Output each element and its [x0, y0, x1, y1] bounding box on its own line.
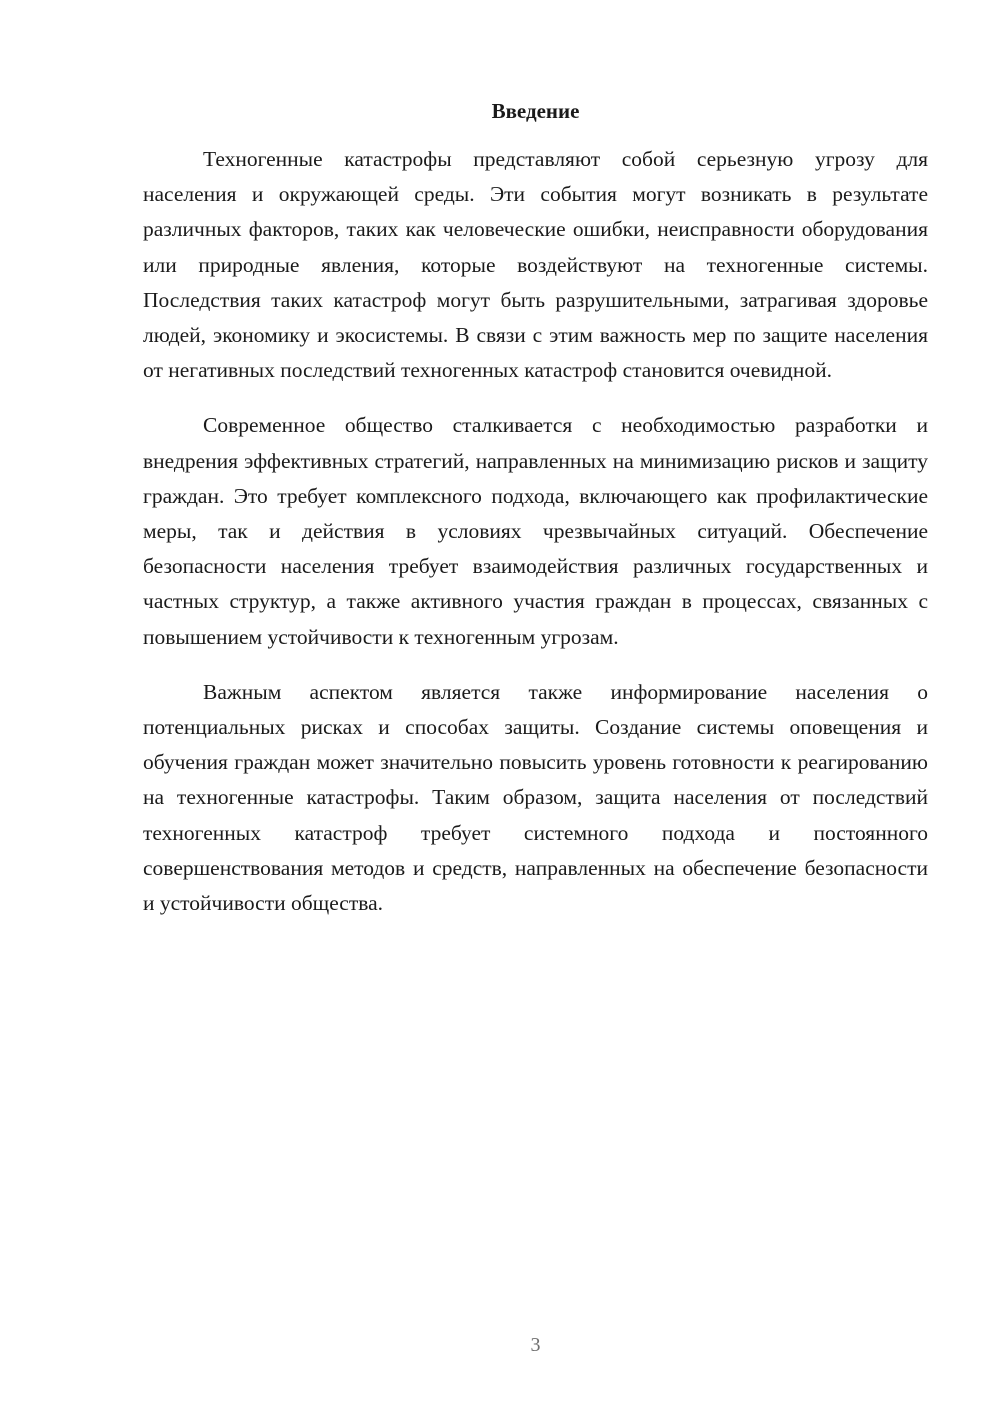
body-text	[143, 142, 928, 941]
section-heading: Введение	[491, 99, 580, 123]
paragraph-1: Техногенные катастрофы представляют собой серьезную угрозу для населения и окружающей среды. Эти события могут возникать в результате различных факторов, таких как человеческие ошибки, неисправности оборудования или природные явления, которые воздействуют на техногенные системы. Последствия таких катастроф могут быть разрушительными, затрагивая здоровье людей, экономику и экосистемы. В связи с этим важность мер по защите населения от негативных последствий техногенных катастроф становится очевидной.	[143, 147, 928, 383]
paragraph-3: Важным аспектом является также информирование населения о потенциальных рисках и способах защиты. Создание системы оповещения и обучения граждан может значительно повысить уровень готовности к реагированию на техногенные катастрофы. Таким образом, защита населения от последствий техногенных катастроф требует системного подхода и постоянного совершенствования методов и средств, направленных на обеспечение безопасности и устойчивости общества.	[143, 679, 928, 916]
paragraph-2: Современное общество сталкивается с необходимостью разработки и внедрения эффективных стратегий, направленных на минимизацию рисков и защиту граждан. Это требует комплексного подхода, включающего как профилактические меры, так и действия в условиях чрезвычайных ситуаций. Обеспечение безопасности населения требует взаимодействия различных государственных и частных структур, а также активного участия граждан в процессах, связанных с повышением устойчивости к техногенным угрозам.	[143, 413, 928, 649]
page-number: 3	[530, 1334, 541, 1356]
